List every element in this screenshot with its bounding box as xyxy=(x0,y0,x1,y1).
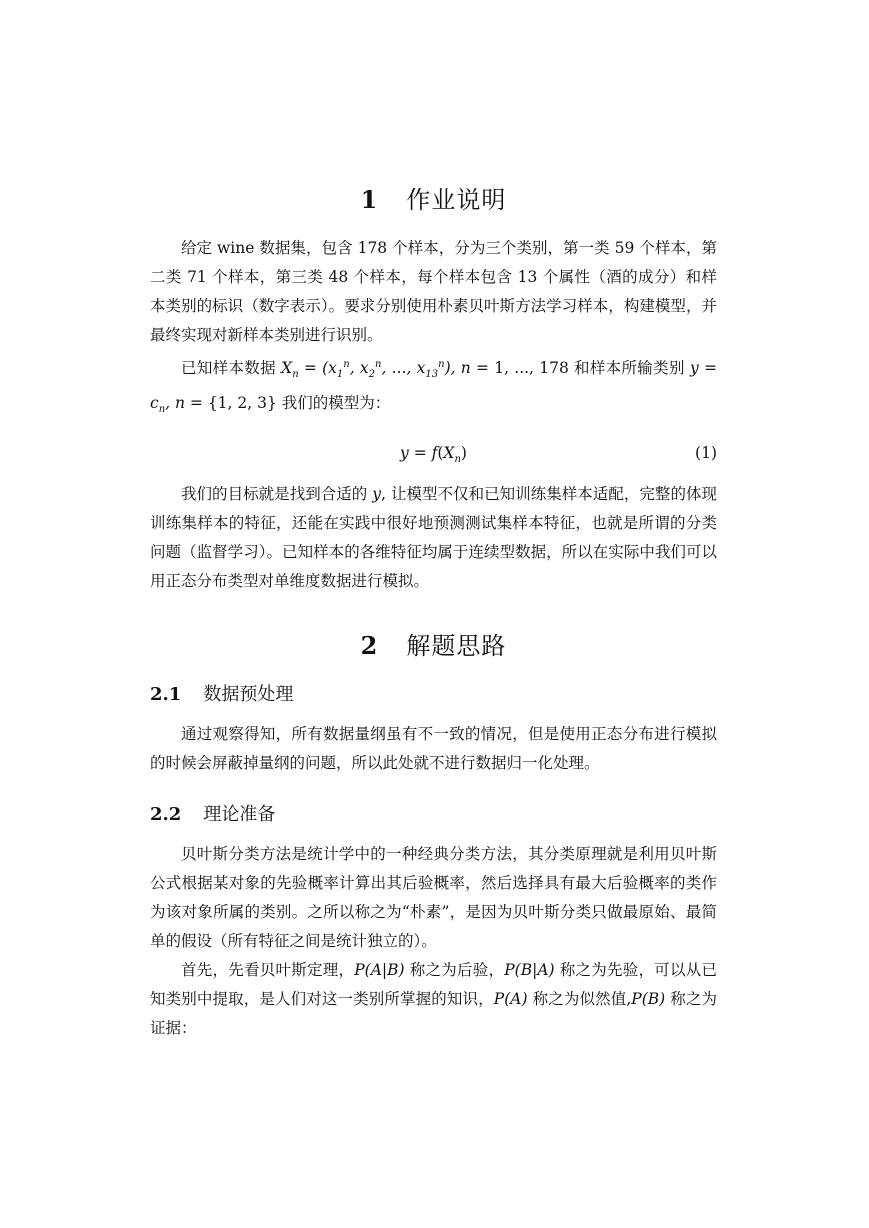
equation-number: (1) xyxy=(695,444,717,463)
equation-body: $y = f(X_n)$ xyxy=(400,444,467,466)
subsection-2-1-heading xyxy=(150,680,717,710)
text: 和样本所输类别 xyxy=(568,359,690,378)
paragraph: 给定 wine 数据集，包含 178 个样本，分为三个类别，第一类 59 个样本，第二类 71 个样本，第三类 48 个样本，每个样本包含 13 个属性（酒的成分）和样本类别的标识（数字表示）。要求分别使用朴素贝叶斯方法学习样本，构建模型，并最终实现对新样本类别进行识别。 xyxy=(150,239,717,344)
section-1-heading xyxy=(150,180,717,220)
math-likelihood: P(A) xyxy=(493,990,528,1009)
paragraph: 贝叶斯分类方法是统计学中的一种经典分类方法，其分类原理就是利用贝叶斯公式根据某对象的先验概率计算出其后验概率，然后选择具有最大后验概率的类作为该对象所属的类别。之所以称之为“朴素”，是因为贝叶斯分类只做最原始、最简单的假设（所有特征之间是统计独立的）。 xyxy=(150,845,717,951)
math-prior: P(B|A) xyxy=(504,961,555,980)
math-samples: $X_n = (x_1^n$, $x_2^n$, ..., $x_{13}^n$), n = 1, ..., 178 xyxy=(281,359,569,381)
text: 首先，先看贝叶斯定理， xyxy=(181,961,355,980)
subsection-title: 理论准备 xyxy=(203,804,276,826)
paragraph xyxy=(150,350,717,424)
paragraph xyxy=(150,956,717,1043)
section-number: 1 xyxy=(360,185,379,214)
paragraph xyxy=(150,480,717,596)
paragraph: 通过观察得知，所有数据量纲虽有不一致的情况，但是使用正态分布进行模拟的时候会屏蔽掉量纲的问题，所以此处就不进行数据归一化处理。 xyxy=(150,725,717,773)
text: 称之为后验， xyxy=(404,961,505,980)
subsection-number: 2.1 xyxy=(150,684,182,706)
text: 称之为先验，可以从已知类别中提取，是人们对这一类别所掌握的知识， xyxy=(150,961,717,1009)
text: 我们的目标就是找到合适的 xyxy=(181,485,373,504)
equation-1 xyxy=(150,434,717,478)
text: , 让模型不仅和已知训练集样本适配，完整的体现训练集样本的特征，还能在实践中很好地预测测试集样本特征，也就是所谓的分类问题（监督学习）。已知样本的各维特征均属于连续型数据，所以在实际中我们可以用正态分布类型对单维度数据进行模拟。 xyxy=(150,485,717,591)
math-evidence: P(B) xyxy=(631,990,666,1009)
section-2-heading xyxy=(150,626,717,666)
math-labels: $y = c_n$, n = {1, 2, 3} xyxy=(150,359,717,416)
section-number: 2 xyxy=(360,631,379,661)
section-title: 作业说明 xyxy=(406,186,507,214)
text: 已知样本数据 xyxy=(181,359,282,378)
text: 称之为似然值, xyxy=(527,990,632,1009)
subsection-2-2-heading xyxy=(150,800,717,830)
section-title: 解题思路 xyxy=(406,632,507,661)
math-posterior: P(A|B) xyxy=(354,961,405,980)
text: 我们的模型为： xyxy=(276,394,391,413)
math-var: y xyxy=(372,485,382,504)
subsection-number: 2.2 xyxy=(150,804,182,826)
document-page xyxy=(150,180,717,1043)
text: 称之为证据： xyxy=(150,990,717,1038)
subsection-title: 数据预处理 xyxy=(203,684,294,706)
